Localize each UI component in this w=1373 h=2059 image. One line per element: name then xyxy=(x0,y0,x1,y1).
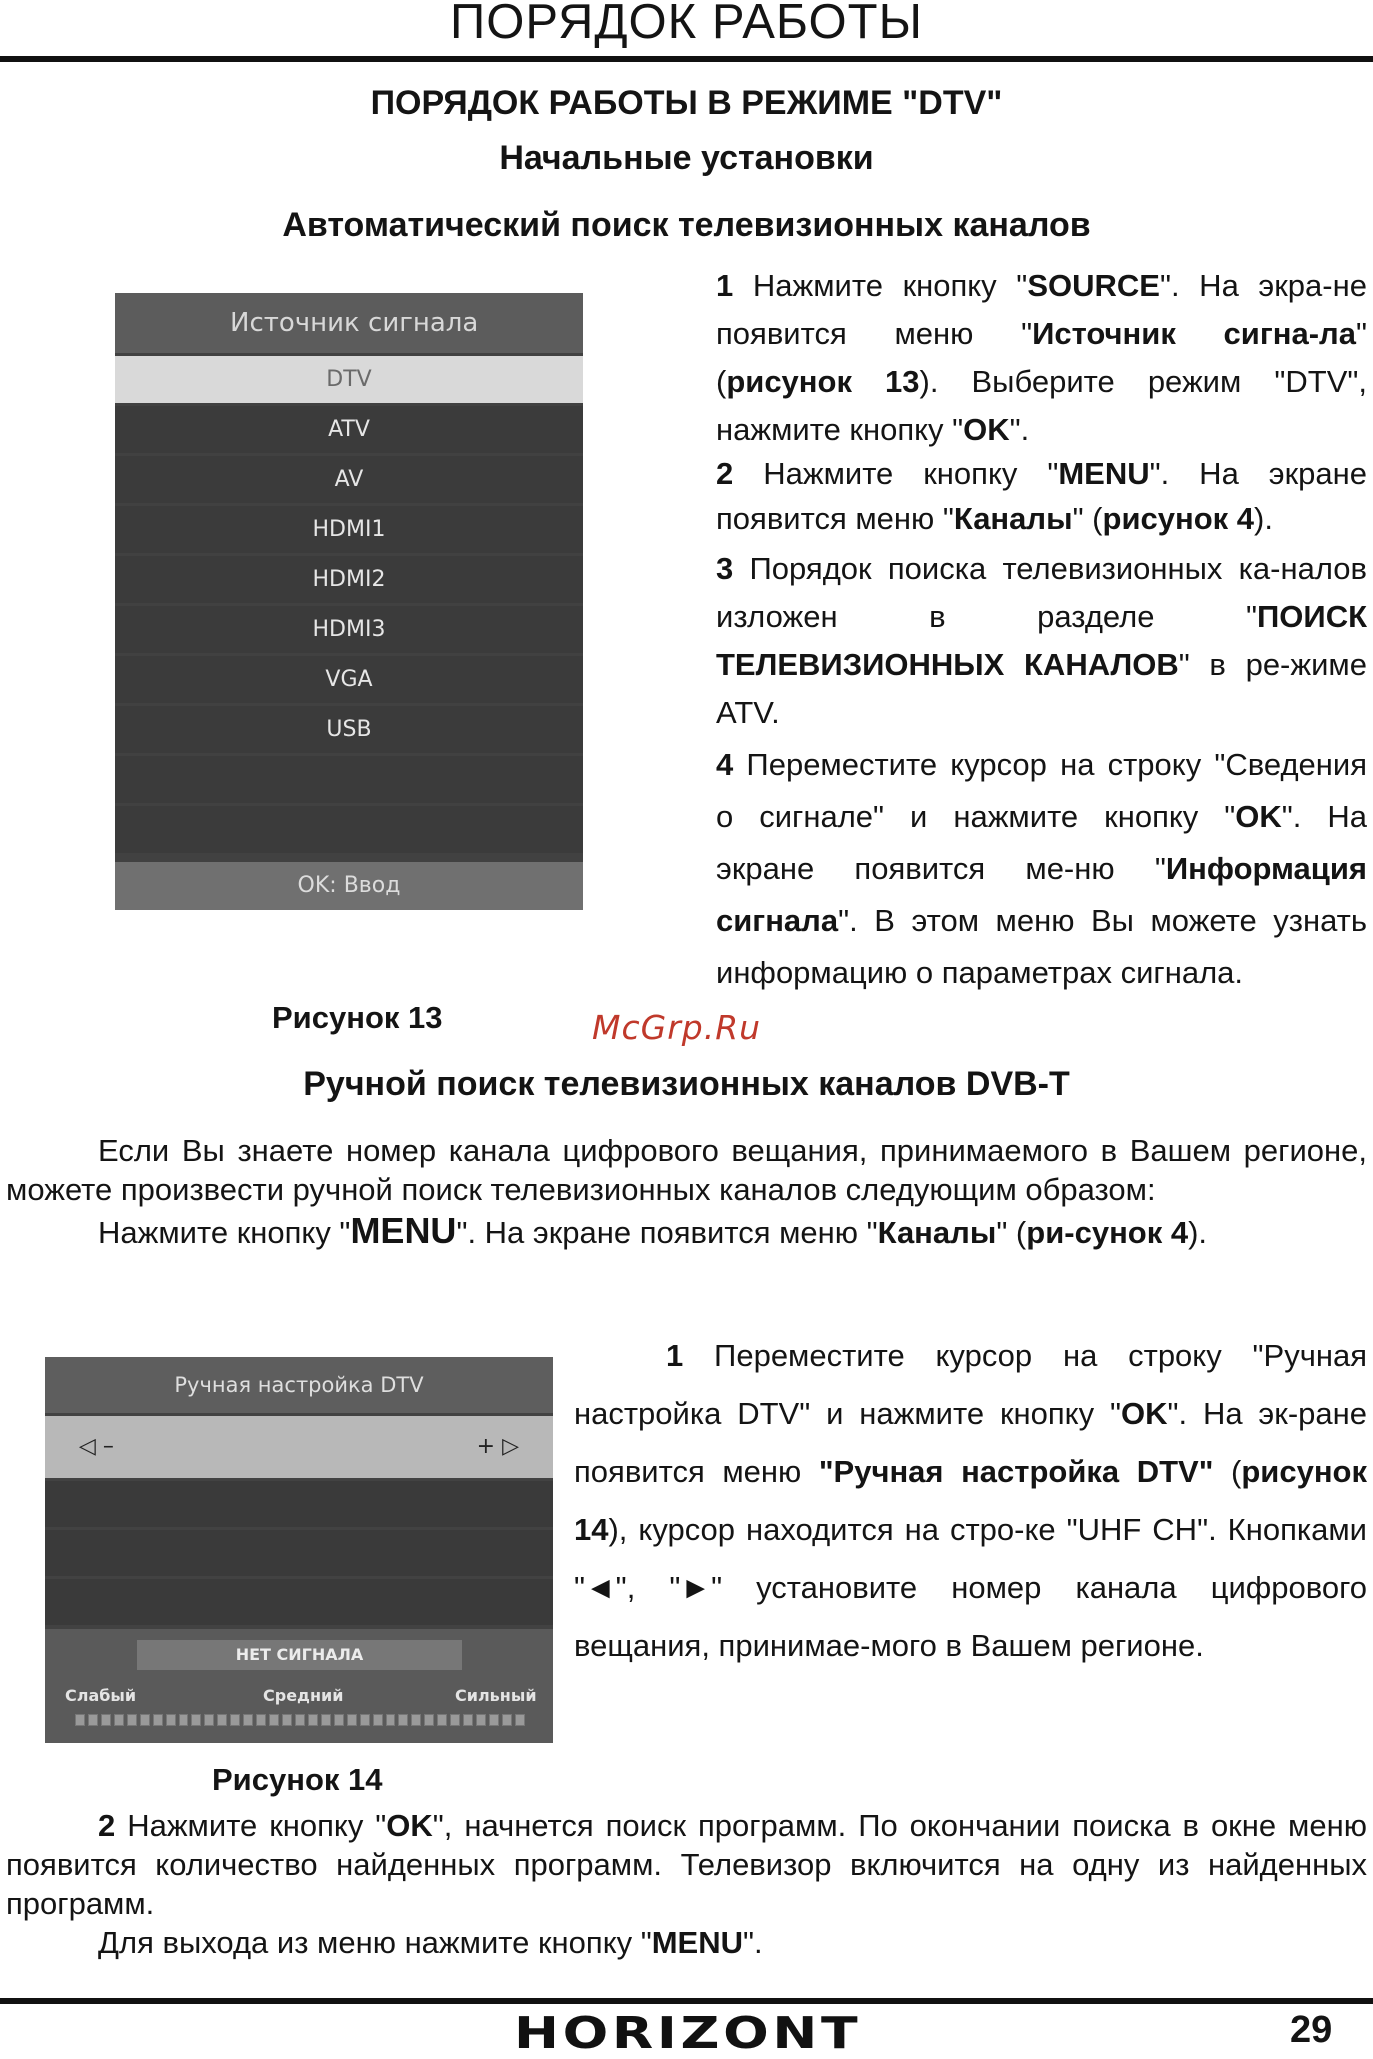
channel-selector xyxy=(45,1416,553,1478)
weak-label: Слабый xyxy=(65,1686,137,1705)
source-item-atv: ATV xyxy=(115,406,583,453)
figure13-caption: Рисунок 13 xyxy=(272,1000,443,1035)
header-rule xyxy=(0,56,1373,62)
menu-band xyxy=(45,1579,553,1625)
manual-dtv-figure xyxy=(45,1357,553,1743)
subsection-title: Начальные установки xyxy=(499,139,874,177)
source-menu-footer: OK: Ввод xyxy=(115,862,583,910)
source-item-hdmi3: HDMI3 xyxy=(115,606,583,653)
manual-step-1: 1 Переместите курсор на строку "Ручная настройка DTV" и нажмите кнопку "OK". На эк-ране появится меню "Ручная настройка DTV" (рисунок 14), курсор находится на стро-ке "UHF CH". Кнопками "◄", "►" установите номер канала цифрового вещания, принимае-мого в Вашем регионе. xyxy=(574,1338,1367,1663)
exit-instruction: Для выхода из меню нажмите кнопку "MENU". xyxy=(98,1925,763,1960)
source-menu-title: Источник сигнала xyxy=(115,293,583,353)
strong-label: Сильный xyxy=(455,1686,537,1705)
source-item-av: AV xyxy=(115,456,583,503)
watermark: McGrp.Ru xyxy=(592,1008,762,1047)
step-1: 1 Нажмите кнопку "SOURCE". На экра-не появится меню "Источник сигна-ла" (рисунок 13). Выберите режим "DTV", нажмите кнопку "OK". xyxy=(716,268,1367,447)
step-3: 3 Порядок поиска телевизионных ка-налов изложен в разделе "ПОИСК ТЕЛЕВИЗИОННЫХ КАНАЛОВ" в ре-жиме ATV. xyxy=(716,551,1367,730)
manual-intro: Если Вы знаете номер канала цифрового вещания, принимаемого в Вашем регионе, можете произвести ручной поиск телевизионных каналов следующим образом: xyxy=(6,1133,1367,1207)
figure14-caption: Рисунок 14 xyxy=(212,1762,383,1797)
medium-label: Средний xyxy=(263,1686,344,1705)
source-item-hdmi2: HDMI2 xyxy=(115,556,583,603)
menu-band xyxy=(45,1530,553,1576)
step-4: 4 Переместите курсор на строку "Сведения о сигнале" и нажмите кнопку "OK". На экране появится ме-ню "Информация сигнала". В этом меню Вы можете узнать информацию о параметрах сигнала. xyxy=(716,747,1367,990)
source-item-usb: USB xyxy=(115,706,583,753)
source-item-vga: VGA xyxy=(115,656,583,703)
autosearch-heading: Автоматический поиск телевизионных каналов xyxy=(282,206,1091,244)
source-item-empty xyxy=(115,806,583,853)
manual-search-heading: Ручной поиск телевизионных каналов DVB-T xyxy=(303,1065,1070,1103)
manual-step-2-block xyxy=(6,1806,1367,1962)
menu-band xyxy=(45,1481,553,1527)
source-item-empty xyxy=(115,756,583,803)
manual-dtv-title: Ручная настройка DTV xyxy=(45,1357,553,1413)
source-item-hdmi1: HDMI1 xyxy=(115,506,583,553)
page-header-title: ПОРЯДОК РАБОТЫ xyxy=(450,0,923,49)
no-signal-label: НЕТ СИГНАЛА xyxy=(137,1640,462,1670)
section-title: ПОРЯДОК РАБОТЫ В РЕЖИМЕ "DTV" xyxy=(370,84,1003,122)
manual-step-2: 2 Нажмите кнопку "OK", начнется поиск программ. По окончании поиска в окне меню появится количество найденных программ. Телевизор включится на одну из найденных программ. xyxy=(6,1808,1367,1921)
step-2: 2 Нажмите кнопку "MENU". На экране появится меню "Каналы" (рисунок 4). xyxy=(716,456,1367,536)
brand-logo: HORIZONT xyxy=(514,2008,862,2059)
right-arrow-icon: + ▷ xyxy=(476,1434,519,1459)
page-number: 29 xyxy=(1290,2009,1333,2051)
left-arrow-icon: ◁ – xyxy=(79,1434,114,1459)
source-menu-figure xyxy=(115,293,583,910)
footer-rule xyxy=(0,1998,1373,2004)
auto-steps xyxy=(716,262,1367,999)
source-item-dtv: DTV xyxy=(115,356,583,403)
manual-menu-instruction: Нажмите кнопку "MENU". На экране появится меню "Каналы" (ри-сунок 4). xyxy=(98,1210,1208,1251)
manual-intro-block xyxy=(6,1131,1367,1252)
signal-strength-bar xyxy=(75,1714,525,1726)
